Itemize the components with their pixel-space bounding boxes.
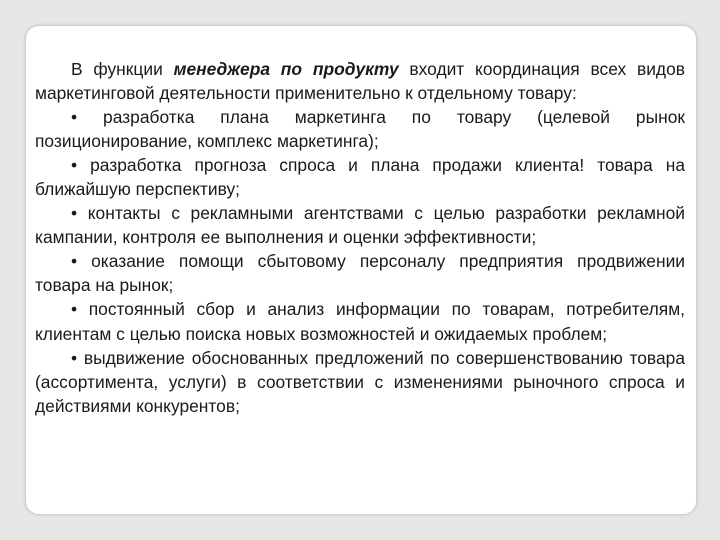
bullet-item-1: • разработка плана маркетинга по товару (целевой рынок позиционирование, комплекс маркетинга); xyxy=(35,107,685,152)
bullet-item-4: • оказание помощи сбытовому персоналу предприятия продвижении товара на рынок; xyxy=(35,251,685,296)
bullet-item-3: • контакты с рекламными агентствами с целью разработки рекламной кампании, контроля ее выполнения и оценки эффективности; xyxy=(35,203,685,248)
intro-paragraph xyxy=(35,57,685,105)
bullet-item-2: • разработка прогноза спроса и плана продажи клиента! товара на ближайшую перспективу; xyxy=(35,155,685,200)
intro-text-before: В функции xyxy=(71,59,174,79)
intro-emphasis: менеджера по продукту xyxy=(173,59,399,79)
bullet-item-5: • постоянный сбор и анализ информации по товарам, потребителям, клиентам с целью поиска новых возможностей и ожидаемых проблем; xyxy=(35,299,685,344)
bullet-item-6: • выдвижение обоснованных предложений по совершенствованию товара (ассортимента, услуги) в соответствии с изменениями рыночного спроса и действиями конкурентов; xyxy=(35,347,685,416)
slide-body-text xyxy=(35,57,685,418)
intro-text-after: входит координация всех видов маркетинговой деятельности применительно к отдельному товару: xyxy=(35,59,685,104)
